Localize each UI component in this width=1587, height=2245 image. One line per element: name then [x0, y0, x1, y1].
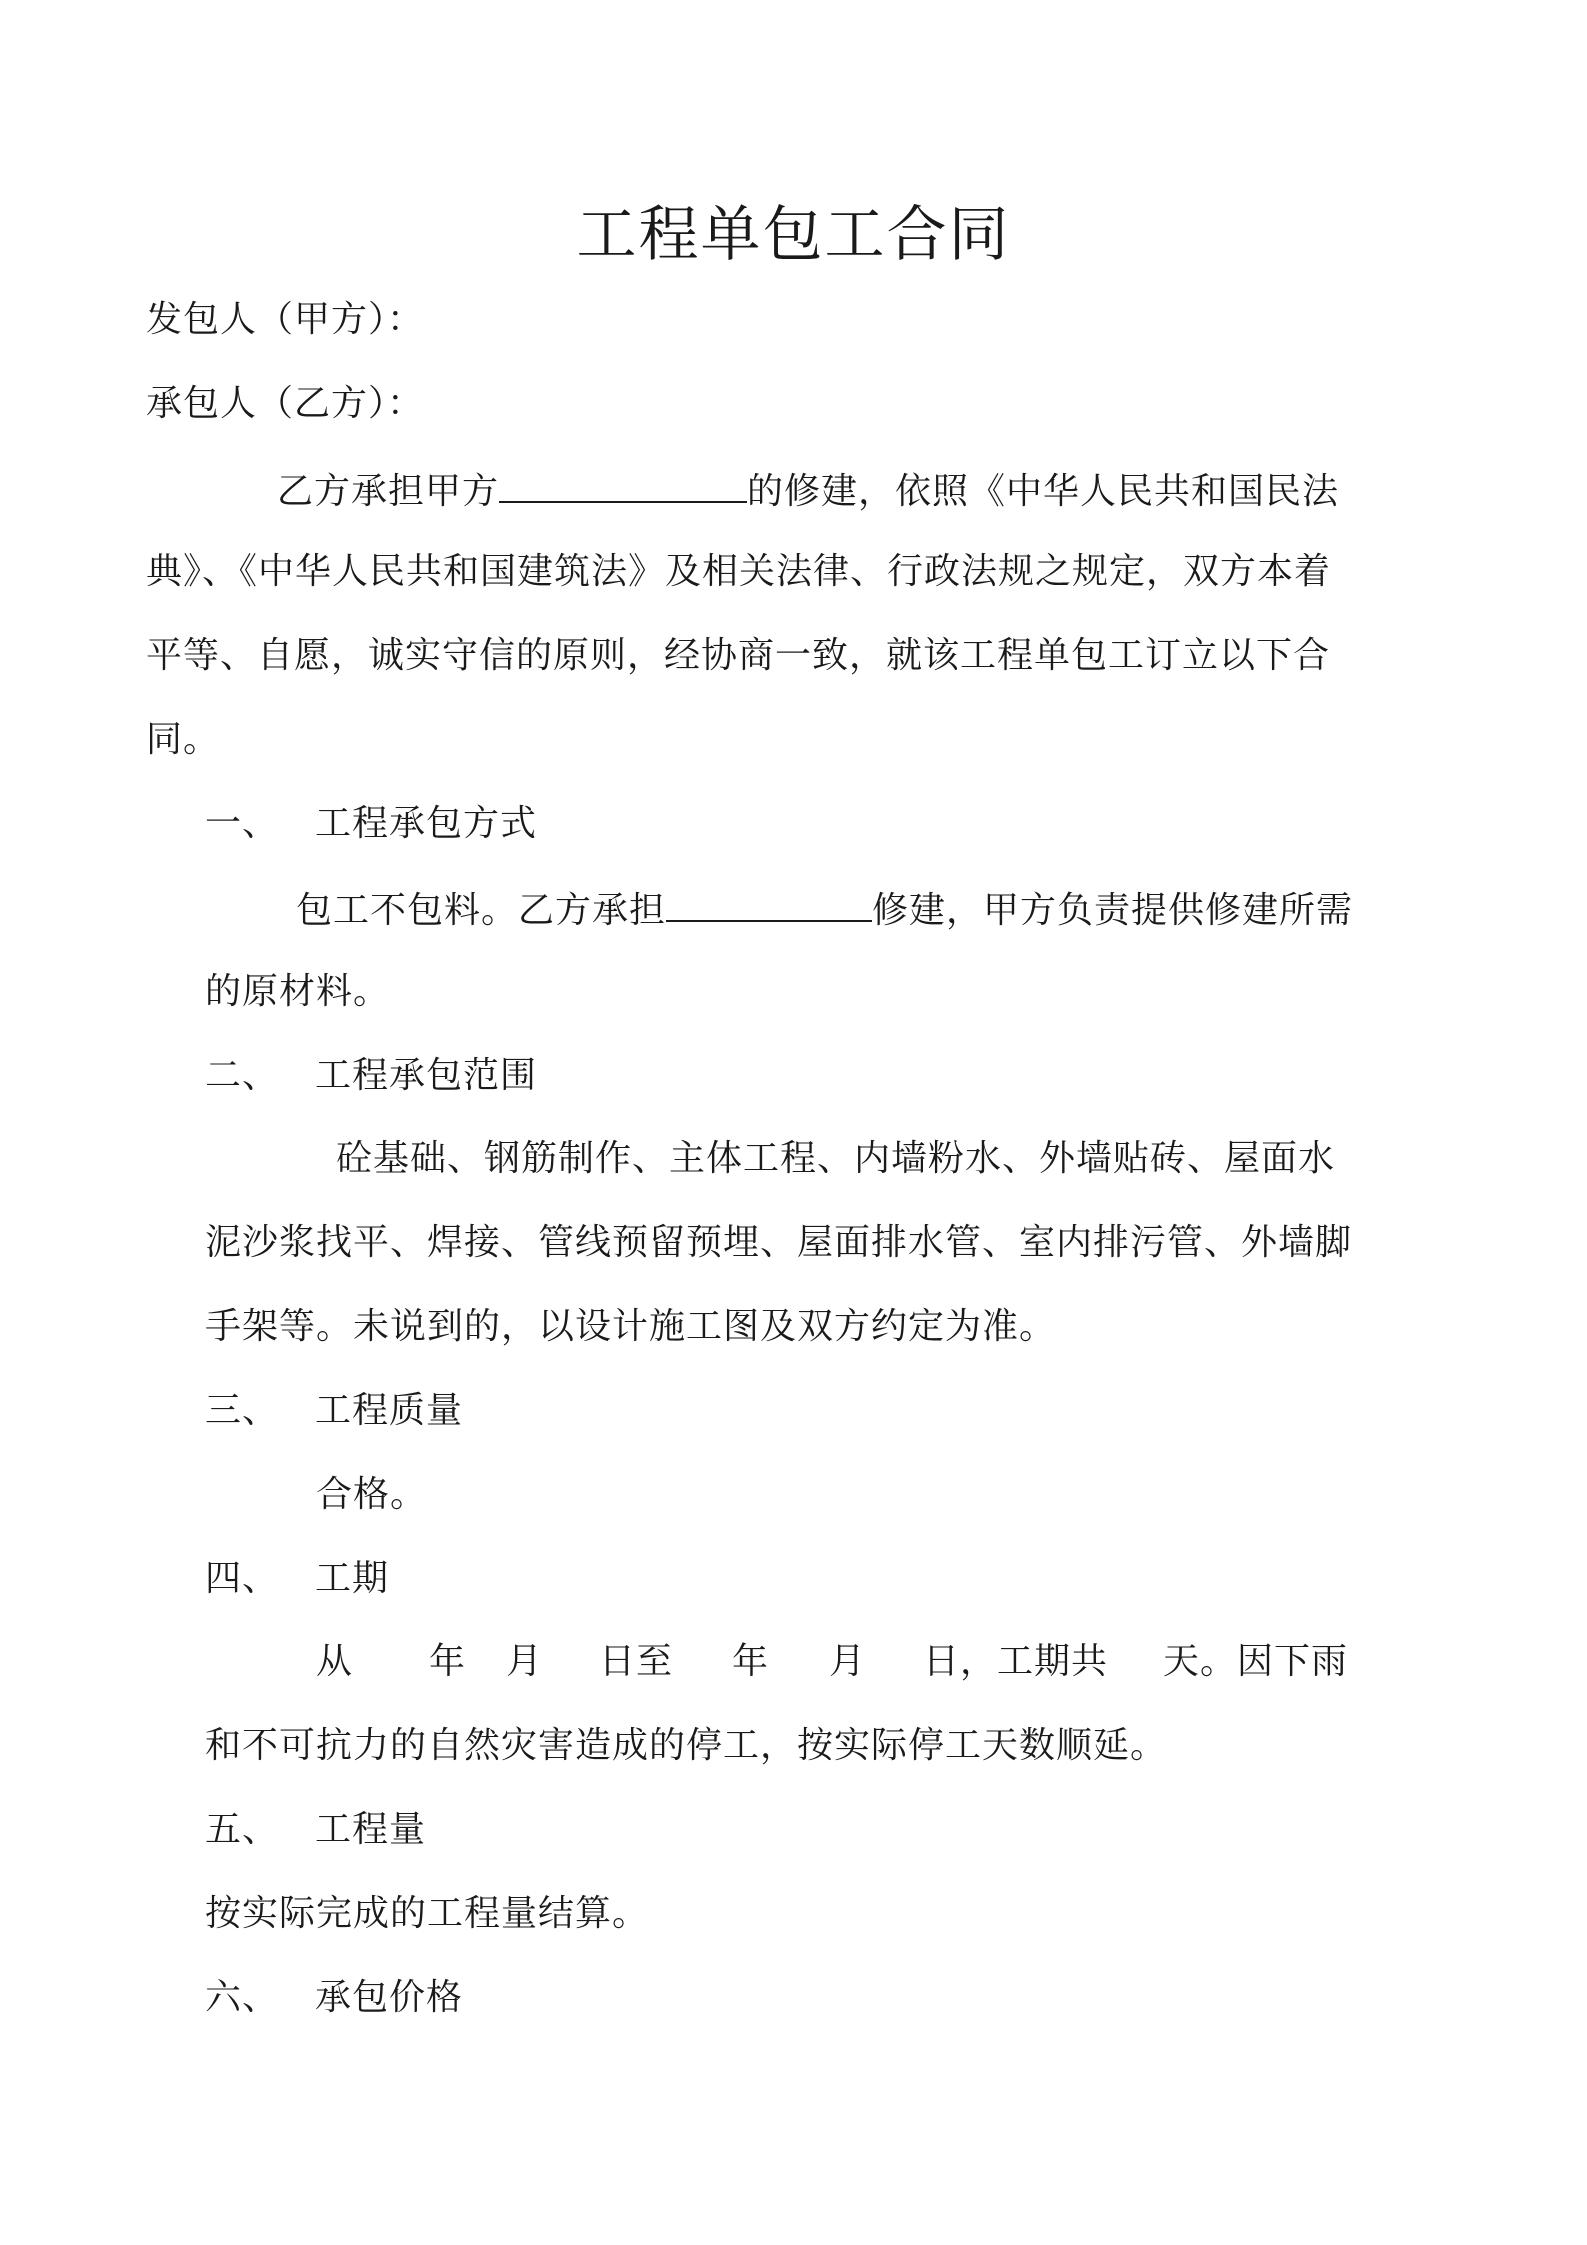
- section-3-heading: [205, 1389, 463, 1433]
- period-month-1: 月: [506, 1641, 544, 1682]
- section-5-number: 五、: [205, 1809, 280, 1850]
- intro-line-3: 平等、自愿，诚实守信的原则，经协商一致，就该工程单包工订立以下合: [146, 635, 1331, 676]
- section-3-title: 工程质量: [315, 1390, 464, 1431]
- section-2-line-2: 泥沙浆找平、焊接、管线预留预埋、屋面排水管、室内排污管、外墙脚: [205, 1222, 1353, 1263]
- period-tail: 天。因下雨: [1163, 1641, 1349, 1682]
- period-year-1: 年: [429, 1641, 467, 1682]
- period-day-2: 日，工期共: [923, 1641, 1109, 1682]
- section-2-line-3: 手架等。未说到的，以设计施工图及双方约定为准。: [205, 1306, 1057, 1347]
- intro-text-before-blank: 乙方承担甲方: [277, 471, 500, 512]
- project-name-blank[interactable]: [499, 467, 747, 503]
- party-a-label: 发包人（甲方）：: [146, 299, 425, 340]
- section-4-number: 四、: [205, 1558, 280, 1599]
- period-month-2: 月: [829, 1641, 867, 1682]
- section-5-heading: [205, 1808, 426, 1852]
- section-2-heading: [205, 1054, 537, 1098]
- section-2-title: 工程承包范围: [315, 1055, 538, 1096]
- section-6-title: 承包价格: [315, 1977, 464, 2018]
- section-2-line-1: 砼基础、钢筋制作、主体工程、内墙粉水、外墙贴砖、屋面水: [336, 1138, 1336, 1179]
- intro-line-2: 典》、《中华人民共和国建筑法》及相关法律、行政法规之规定，双方本着: [146, 551, 1332, 592]
- period-day-1-to: 日至: [599, 1641, 674, 1682]
- party-b-label: 承包人（乙方）：: [146, 383, 425, 424]
- section-4-title: 工期: [315, 1558, 390, 1599]
- section-5-title: 工程量: [315, 1809, 427, 1850]
- work-scope-blank[interactable]: [666, 886, 872, 922]
- period-year-2: 年: [732, 1641, 770, 1682]
- section-1-title: 工程承包方式: [315, 803, 538, 844]
- document-title: 工程单包工合同: [576, 200, 1011, 270]
- section-5-body: 按实际完成的工程量结算。: [205, 1893, 650, 1934]
- intro-line-1: [277, 467, 1339, 514]
- section-6-number: 六、: [205, 1977, 280, 2018]
- intro-line-4: 同。: [146, 719, 221, 760]
- section-3-body: 合格。: [316, 1474, 428, 1515]
- section-4-line-2: 和不可抗力的自然灾害造成的停工，按实际停工天数顺延。: [205, 1725, 1168, 1766]
- section-1-text-before-blank: 包工不包料。乙方承担: [296, 890, 667, 931]
- section-1-text-after-blank: 修建，甲方负责提供修建所需: [872, 890, 1354, 931]
- section-1-heading: [205, 802, 537, 846]
- section-3-number: 三、: [205, 1390, 280, 1431]
- section-4-heading: [205, 1557, 389, 1601]
- section-1-number: 一、: [205, 803, 280, 844]
- section-6-heading: [205, 1976, 463, 2020]
- section-1-line-1: [296, 886, 1353, 933]
- intro-text-after-blank: 的修建，依照《中华人民共和国民法: [747, 471, 1340, 512]
- period-from: 从: [316, 1641, 354, 1682]
- section-1-line-2: 的原材料。: [205, 971, 391, 1012]
- section-2-number: 二、: [205, 1055, 280, 1096]
